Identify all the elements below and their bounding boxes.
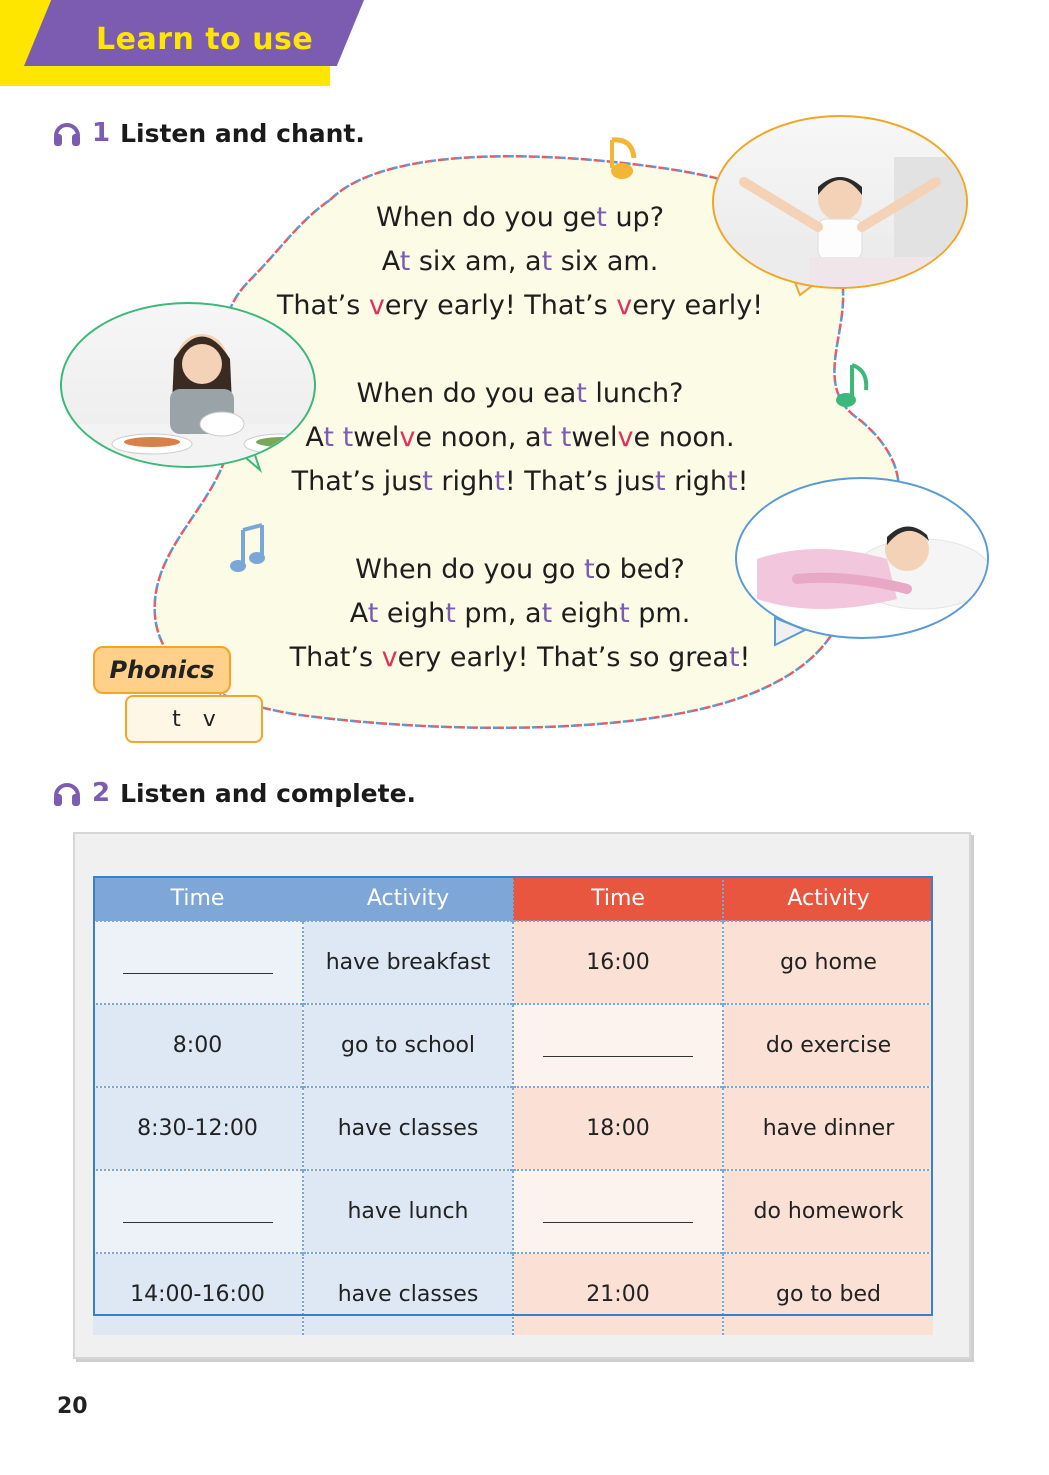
- child-sleeping-photo: [735, 477, 989, 639]
- chant-text: [270, 196, 770, 680]
- table-row: [93, 1087, 933, 1170]
- column-header: Activity: [303, 876, 513, 921]
- column-header: Activity: [723, 876, 933, 921]
- phonics-letter: t: [172, 706, 181, 732]
- time-cell: 16:00: [513, 921, 723, 1004]
- activity-cell: have classes: [303, 1087, 513, 1170]
- activity-cell: have dinner: [723, 1087, 933, 1170]
- chant-line: At six am, at six am.: [381, 246, 659, 277]
- exercise-2-heading: [52, 778, 416, 808]
- activity-cell: have breakfast: [303, 921, 513, 1004]
- column-header: Time: [513, 876, 723, 921]
- time-cell: 14:00-16:00: [93, 1253, 303, 1335]
- time-cell: 21:00: [513, 1253, 723, 1335]
- time-blank-input[interactable]: [513, 1004, 723, 1087]
- time-cell: 18:00: [513, 1087, 723, 1170]
- answer-line[interactable]: [543, 1222, 693, 1223]
- headphones-icon: [52, 778, 82, 808]
- activity-cell: have classes: [303, 1253, 513, 1335]
- table-row: [93, 921, 933, 1004]
- chant-line: That’s very early! That’s very early!: [276, 290, 764, 321]
- chant-line: At twelve noon, at twelve noon.: [305, 422, 735, 453]
- table-row: [93, 1004, 933, 1087]
- activity-cell: go to school: [303, 1004, 513, 1087]
- page-number: 20: [57, 1394, 88, 1419]
- time-blank-input[interactable]: [93, 1170, 303, 1253]
- table-row: [93, 1253, 933, 1335]
- exercise-instruction: Listen and chant.: [120, 118, 365, 148]
- exercise-number: 2: [92, 778, 111, 808]
- time-blank-input[interactable]: [93, 921, 303, 1004]
- chant-line: When do you get up?: [375, 202, 665, 233]
- table-row: [93, 1170, 933, 1253]
- chant-line: That’s very early! That’s so great!: [289, 642, 751, 673]
- phonics-label: Phonics: [93, 646, 231, 694]
- exercise-instruction: Listen and complete.: [120, 778, 417, 808]
- activity-cell: go home: [723, 921, 933, 1004]
- chant-line: That’s just right! That’s just right!: [291, 466, 749, 497]
- music-note-icon: [611, 140, 634, 179]
- answer-line[interactable]: [123, 1222, 273, 1223]
- chant-line: At eight pm, at eight pm.: [349, 598, 691, 629]
- column-header: Time: [93, 876, 303, 921]
- time-cell: 8:00: [93, 1004, 303, 1087]
- table-header-row: [93, 876, 933, 921]
- exercise-number: 1: [92, 118, 111, 148]
- chant-line: When do you go to bed?: [355, 554, 685, 585]
- answer-line[interactable]: [123, 973, 273, 974]
- activity-cell: do exercise: [723, 1004, 933, 1087]
- time-blank-input[interactable]: [513, 1170, 723, 1253]
- music-note-icon: [836, 365, 866, 407]
- phonics-letters: [125, 695, 263, 743]
- time-cell: 8:30-12:00: [93, 1087, 303, 1170]
- answer-line[interactable]: [543, 1056, 693, 1057]
- phonics-letter: v: [202, 706, 216, 732]
- activity-cell: have lunch: [303, 1170, 513, 1253]
- activity-cell: do homework: [723, 1170, 933, 1253]
- chant-line: When do you eat lunch?: [356, 378, 684, 409]
- activity-cell: go to bed: [723, 1253, 933, 1335]
- section-title: Learn to use: [96, 22, 314, 57]
- schedule-table: [93, 876, 933, 1335]
